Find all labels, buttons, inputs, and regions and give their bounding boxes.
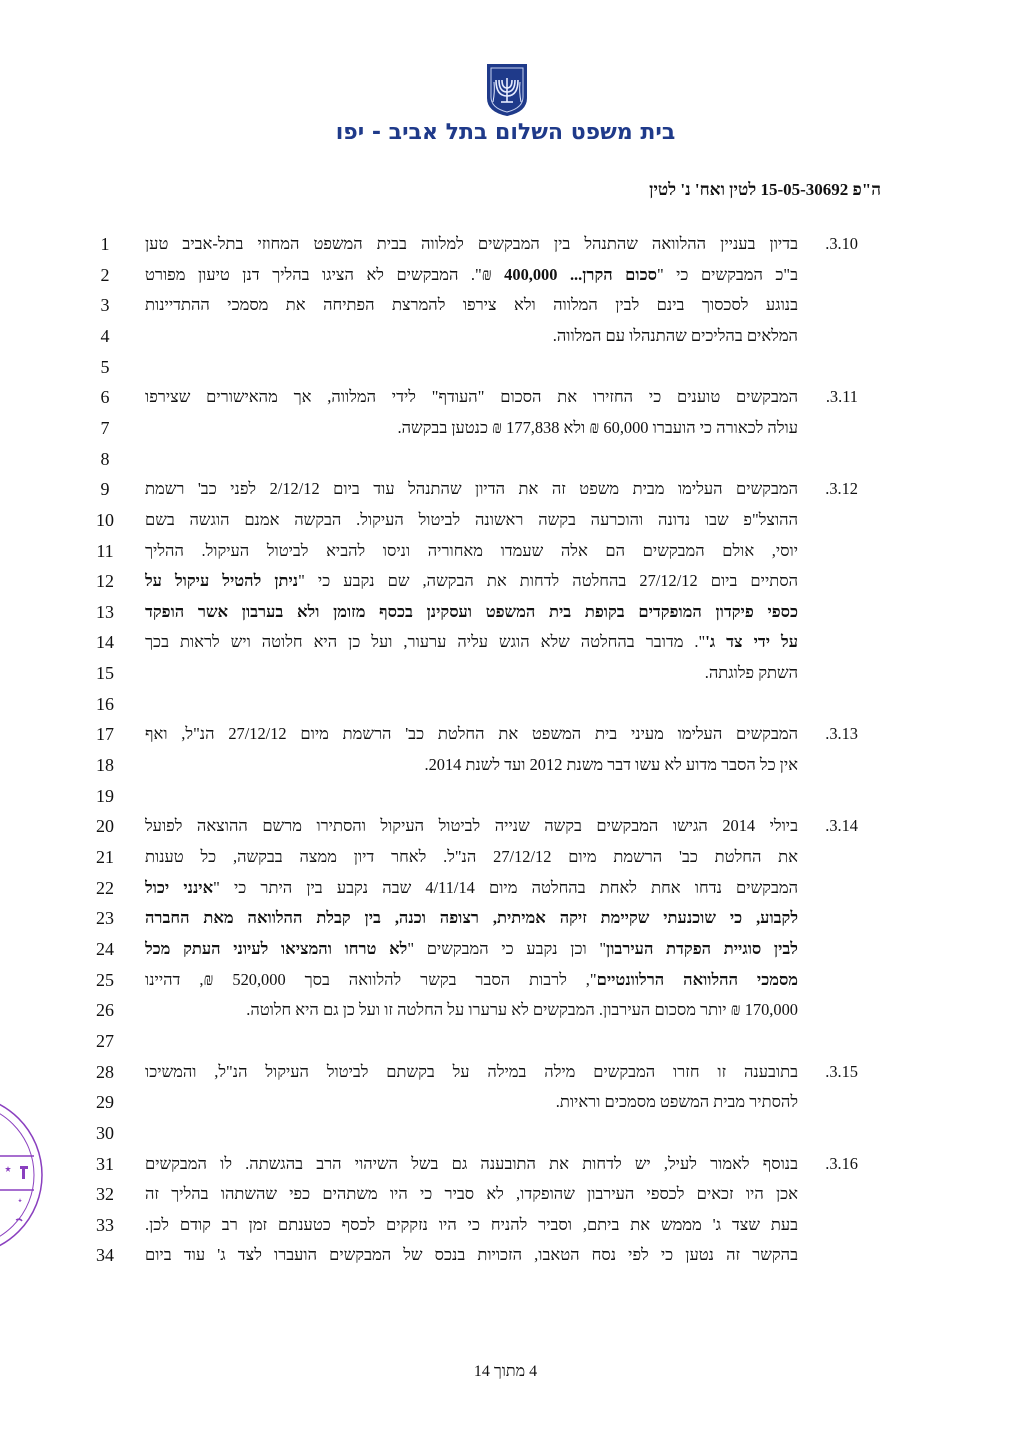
document-line <box>0 259 1011 291</box>
section-number: 3.11. <box>825 387 858 407</box>
text-run: הסתיים ביום 27/12/12 בהחלטה לדחות את הבקשה, שם נקבע כי " <box>298 571 798 591</box>
line-text <box>145 565 798 597</box>
document-line <box>0 1239 1011 1271</box>
line-number: 10 <box>96 509 114 530</box>
text-run: להסתיר מבית המשפט מסמכים וראיות. <box>555 1092 798 1112</box>
text-run: המבקשים נדחו אחת לאחת בהחלטה מיום 4/11/14 שבה נקבע בין היתר כי " <box>213 877 798 897</box>
case-title: ה"פ 15-05-30692 לטין ואח' נ' לטין <box>649 180 881 199</box>
line-number: 24 <box>96 938 114 959</box>
line-number: 17 <box>96 724 114 745</box>
document-line <box>0 1086 1011 1118</box>
document-line <box>0 596 1011 628</box>
text-run: המבקשים העלימו מעיני בית המשפט את החלטת כב' הרשמת מיום 27/12/12 הנ"ל, ואף <box>145 724 798 744</box>
line-text <box>145 994 798 1026</box>
document-line <box>0 1025 1011 1057</box>
line-text <box>145 473 798 505</box>
document-line <box>0 872 1011 904</box>
document-line <box>0 902 1011 934</box>
line-number: 20 <box>96 816 114 837</box>
bold-text: ניתן להטיל עיקול על <box>145 571 299 591</box>
text-run: יוסי, אולם המבקשים הם אלה שעמדו מאחוריה וניסו להביא לביטול העיקול. ההליך <box>145 540 798 560</box>
line-number: 5 <box>100 356 110 377</box>
document-line <box>0 688 1011 720</box>
document-line <box>0 443 1011 475</box>
line-text <box>145 933 798 965</box>
line-number: 16 <box>96 693 114 714</box>
line-number: 11 <box>96 540 114 561</box>
text-run: עולה לכאורה כי הועברו 60,000 ₪ ולא 177,838 ₪ כנטען בבקשה. <box>397 417 798 437</box>
line-number: 13 <box>96 601 114 622</box>
line-number: 15 <box>96 663 114 684</box>
document-line <box>0 810 1011 842</box>
document-line <box>0 535 1011 567</box>
bold-text: סכום הקרן... 400,000 <box>504 264 657 284</box>
court-stamp-icon <box>0 1090 44 1260</box>
line-number: 19 <box>96 785 114 806</box>
text-run: בנוסף לאמור לעיל, יש לדחות את התובענה גם בשל השיהוי הרב בהגשתה. לו המבקשים <box>145 1153 798 1173</box>
line-text <box>145 841 798 873</box>
line-number: 8 <box>100 448 110 469</box>
document-line <box>0 504 1011 536</box>
line-text <box>145 1209 798 1241</box>
document-line <box>0 841 1011 873</box>
line-text <box>145 289 798 321</box>
line-number: 4 <box>100 325 110 346</box>
line-text <box>145 1148 798 1180</box>
line-text <box>145 657 798 689</box>
line-text <box>145 504 798 536</box>
line-number: 27 <box>96 1030 114 1051</box>
document-line <box>0 412 1011 444</box>
section-number: 3.16. <box>825 1153 858 1173</box>
text-run: ". מדובר בהחלטה שלא הוגש עליה ערעור, ועל כן היא חלוטה ויש לראות בכך <box>145 632 706 652</box>
document-line <box>0 381 1011 413</box>
text-run: את החלטת כב' הרשמת מיום 27/12/12 הנ"ל. לאחר דיון ממצה בבקשה, כל טענות <box>145 847 798 866</box>
text-run: בתובענה זו חזרו המבקשים מילה במילה על בקשתם לביטול העיקול הנ"ל, והמשיכו <box>145 1061 798 1081</box>
document-line <box>0 994 1011 1026</box>
line-text <box>145 381 798 413</box>
text-run: " וכן נקבע כי המבקשים " <box>407 938 607 958</box>
bold-text: מסמכי ההלוואה הרלוונטיים <box>596 969 798 989</box>
text-run: בדיון בעניין ההלוואה שהתנהל בין המבקשים למלווה בבית המשפט המחוזי בתל-אביב טען <box>145 234 798 253</box>
line-text <box>145 718 798 750</box>
line-number: 28 <box>96 1061 114 1082</box>
line-text <box>145 1239 798 1271</box>
page-footer: 4 מתוך 14 <box>473 1363 538 1380</box>
line-number: 26 <box>96 1000 114 1021</box>
bold-text: על ידי צד ג' <box>705 632 798 652</box>
line-text <box>145 810 798 842</box>
line-text <box>145 1086 798 1118</box>
line-text <box>145 320 798 352</box>
text-run: אכן היו זכאים לכספי העירבון שהופקדו, לא סביר כי היו משתהים כפי שהשתהו בהליך זה <box>145 1184 798 1204</box>
document-line <box>0 1178 1011 1210</box>
line-number: 2 <box>100 264 110 285</box>
document-line <box>0 351 1011 383</box>
line-number: 34 <box>96 1245 114 1266</box>
line-text <box>145 228 798 260</box>
bold-text: לקבוע, כי שוכנעתי שקיימת זיקה אמיתית, רצופה וכנה, בין קבלת ההלוואה מאת החברה <box>145 908 798 928</box>
document-line <box>0 1209 1011 1241</box>
document-line <box>0 1056 1011 1088</box>
document-line <box>0 626 1011 658</box>
section-number: 3.14. <box>825 816 858 836</box>
line-number: 9 <box>100 479 110 500</box>
text-run: אין כל הסבר מדוע לא עשו דבר משנת 2012 ועד לשנת 2014. <box>424 755 798 775</box>
text-run: המלאים בהליכים שהתנהלו עם המלווה. <box>552 325 798 345</box>
document-line <box>0 718 1011 750</box>
document-line <box>0 1148 1011 1180</box>
document-line <box>0 780 1011 812</box>
document-line <box>0 749 1011 781</box>
text-run: 170,000 ₪ יותר מסכום העירבון. המבקשים לא ערערו על החלטה זו ועל כן גם היא חלוטה. <box>246 1000 798 1020</box>
line-number: 32 <box>96 1184 114 1205</box>
line-number: 23 <box>96 908 114 929</box>
document-line <box>0 565 1011 597</box>
section-number: 3.15. <box>825 1061 858 1081</box>
line-text <box>145 749 798 781</box>
line-number: 6 <box>100 387 110 408</box>
line-number: 18 <box>96 755 114 776</box>
court-name: בית משפט השלום בתל אביב - יפו <box>335 120 676 145</box>
section-number: 3.12. <box>825 479 858 499</box>
document-line <box>0 964 1011 996</box>
bold-text: אינני יכול <box>145 877 214 897</box>
text-run: ב"כ המבקשים כי " <box>656 264 798 284</box>
text-run: ", לרבות הסבר בקשר להלוואה בסך 520,000 ₪, דהיינו <box>145 969 597 989</box>
line-number: 7 <box>100 417 110 438</box>
text-run: ₪". המבקשים לא הציגו בהליך דנן טיעון מפורט <box>145 264 505 284</box>
text-run: ההוצל"פ שבו נדונה והוכרעה בקשה ראשונה לביטול העיקול. הבקשה אמנם הוגשה בשם <box>145 509 798 529</box>
text-run: בעת שצד ג' מממש את ביתם, וסביר להניח כי היו נזקקים לכסף כטענתם זמן רב קודם לכן. <box>145 1214 798 1234</box>
line-number: 31 <box>96 1153 114 1174</box>
line-text <box>145 596 798 628</box>
line-text <box>145 964 798 996</box>
line-number: 30 <box>96 1122 114 1143</box>
document-line <box>0 289 1011 321</box>
document-line <box>0 1117 1011 1149</box>
line-text <box>145 902 798 934</box>
line-text <box>145 872 798 904</box>
bold-text: כספי פיקדון המופקדים בקופת בית המשפט ועסקינן בכסף מזומן ולא בערבון אשר הופקד <box>145 601 798 621</box>
line-number: 21 <box>96 847 114 867</box>
line-number: 14 <box>96 632 114 653</box>
text-run: בהקשר זה נטען כי לפי נסח הטאבו, הזכויות בנכס של המבקשים הועברו לצד ג' עוד ביום <box>145 1245 798 1265</box>
line-text <box>145 535 798 567</box>
state-emblem-icon <box>485 62 529 118</box>
section-number: 3.10. <box>825 234 858 253</box>
line-number: 3 <box>100 295 110 316</box>
bold-text: לבין סוגיית הפקדת העירבון <box>606 938 798 958</box>
document-line <box>0 473 1011 505</box>
line-text <box>145 259 798 291</box>
text-run: בנוגע לסכסוך בינם לבין המלווה ולא צירפו להמרצת הפתיחה את מסמכי ההתדיינות <box>145 295 798 315</box>
document-line <box>0 228 1011 260</box>
bold-text: לא טרחו והמציאו לעיוני העתק מכל <box>145 938 408 958</box>
line-number: 33 <box>96 1214 114 1235</box>
text-run: השתק פלוגתה. <box>704 663 798 683</box>
document-line <box>0 657 1011 689</box>
line-number: 22 <box>96 877 114 898</box>
document-line <box>0 933 1011 965</box>
text-run: ביולי 2014 הגישו המבקשים בקשה שנייה לביטול העיקול והסתירו מרשם ההוצאה לפועל <box>145 816 798 836</box>
line-text <box>145 412 798 444</box>
line-number: 1 <box>100 234 110 254</box>
line-number: 25 <box>96 969 114 990</box>
line-text <box>145 1056 798 1088</box>
text-run: המבקשים טוענים כי החזירו את הסכום "העודף" לידי המלווה, אך מהאישורים שצירפו <box>145 387 798 407</box>
line-text <box>145 1178 798 1210</box>
document-line <box>0 320 1011 352</box>
line-text <box>145 626 798 658</box>
section-number: 3.13. <box>825 724 858 744</box>
text-run: המבקשים העלימו מבית משפט זה את הדיון שהתנהל עוד ביום 2/12/12 לפני כב' רשמת <box>145 479 798 499</box>
line-number: 12 <box>96 571 114 592</box>
line-number: 29 <box>96 1092 114 1113</box>
